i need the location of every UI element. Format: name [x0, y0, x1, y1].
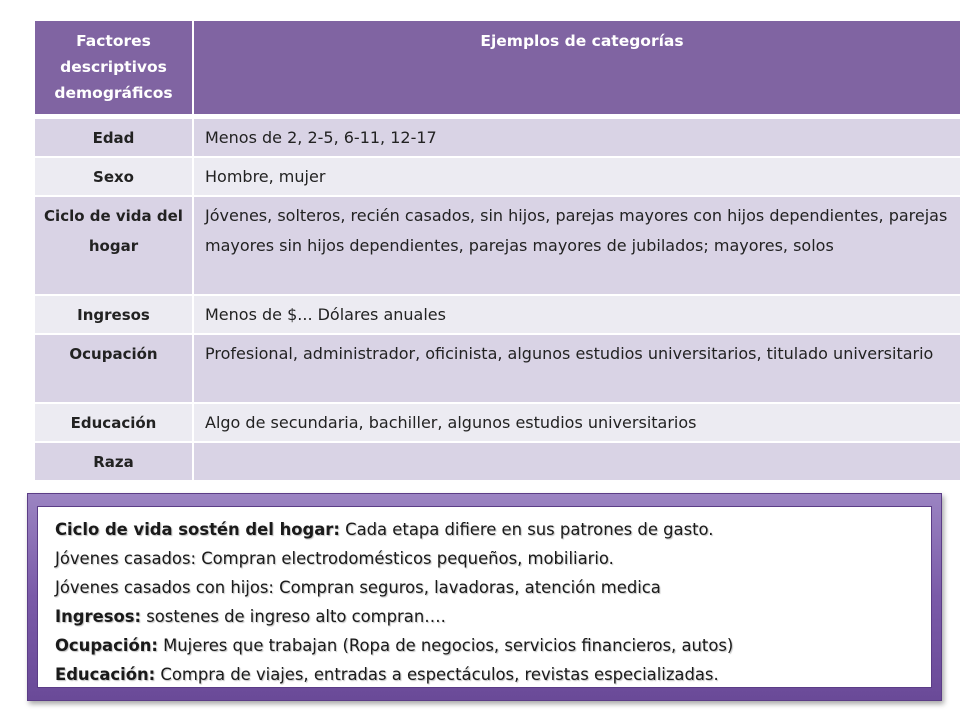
note-box-frame	[27, 493, 942, 701]
note-line-text: sostenes de ingreso alto compran….	[141, 607, 446, 626]
table-row	[35, 117, 960, 158]
factor-cell: Raza	[35, 442, 193, 481]
note-line-label: Educación:	[55, 665, 156, 684]
table-row	[35, 403, 960, 442]
example-cell: Profesional, administrador, oficinista, algunos estudios universitarios, titulado universitario	[193, 334, 960, 403]
note-line	[55, 544, 917, 573]
demographic-factors-table	[35, 21, 960, 482]
note-line-text: Jóvenes casados: Compran electrodomésticos pequeños, mobiliario.	[55, 549, 614, 568]
note-line	[55, 602, 917, 631]
note-line-text: Compra de viajes, entradas a espectáculos, revistas especializadas.	[155, 665, 719, 684]
factor-cell: Sexo	[35, 157, 193, 196]
note-line-label: Ocupación:	[55, 636, 158, 655]
note-line	[55, 573, 917, 602]
header-factors: Factores descriptivos demográficos	[35, 21, 193, 117]
example-cell: Menos de $... Dólares anuales	[193, 295, 960, 334]
factor-cell: Ciclo de vida del hogar	[35, 196, 193, 295]
note-line	[55, 631, 917, 660]
factor-cell: Edad	[35, 117, 193, 158]
example-cell	[193, 442, 960, 481]
note-line	[55, 515, 917, 544]
note-line-text: Mujeres que trabajan (Ropa de negocios, servicios financieros, autos)	[157, 636, 734, 655]
table-row	[35, 295, 960, 334]
table-row	[35, 196, 960, 295]
factor-cell: Educación	[35, 403, 193, 442]
note-line-text: Cada etapa difiere en sus patrones de gasto.	[339, 520, 714, 539]
note-line-label: Ciclo de vida sostén del hogar:	[55, 520, 340, 539]
note-line-text: Jóvenes casados con hijos: Compran seguros, lavadoras, atención medica	[55, 578, 661, 597]
table-row	[35, 157, 960, 196]
note-line-label: Ingresos:	[55, 607, 142, 626]
note-box	[37, 506, 932, 688]
table-row	[35, 334, 960, 403]
note-line	[55, 660, 917, 689]
factor-cell: Ocupación	[35, 334, 193, 403]
example-cell: Hombre, mujer	[193, 157, 960, 196]
example-cell: Jóvenes, solteros, recién casados, sin hijos, parejas mayores con hijos dependientes, parejas mayores sin hijos dependientes, parejas mayores de jubilados; mayores, solos	[193, 196, 960, 295]
factor-cell: Ingresos	[35, 295, 193, 334]
table-header-row	[35, 21, 960, 117]
table-row	[35, 442, 960, 481]
example-cell: Menos de 2, 2-5, 6-11, 12-17	[193, 117, 960, 158]
header-examples: Ejemplos de categorías	[193, 21, 960, 117]
example-cell: Algo de secundaria, bachiller, algunos estudios universitarios	[193, 403, 960, 442]
